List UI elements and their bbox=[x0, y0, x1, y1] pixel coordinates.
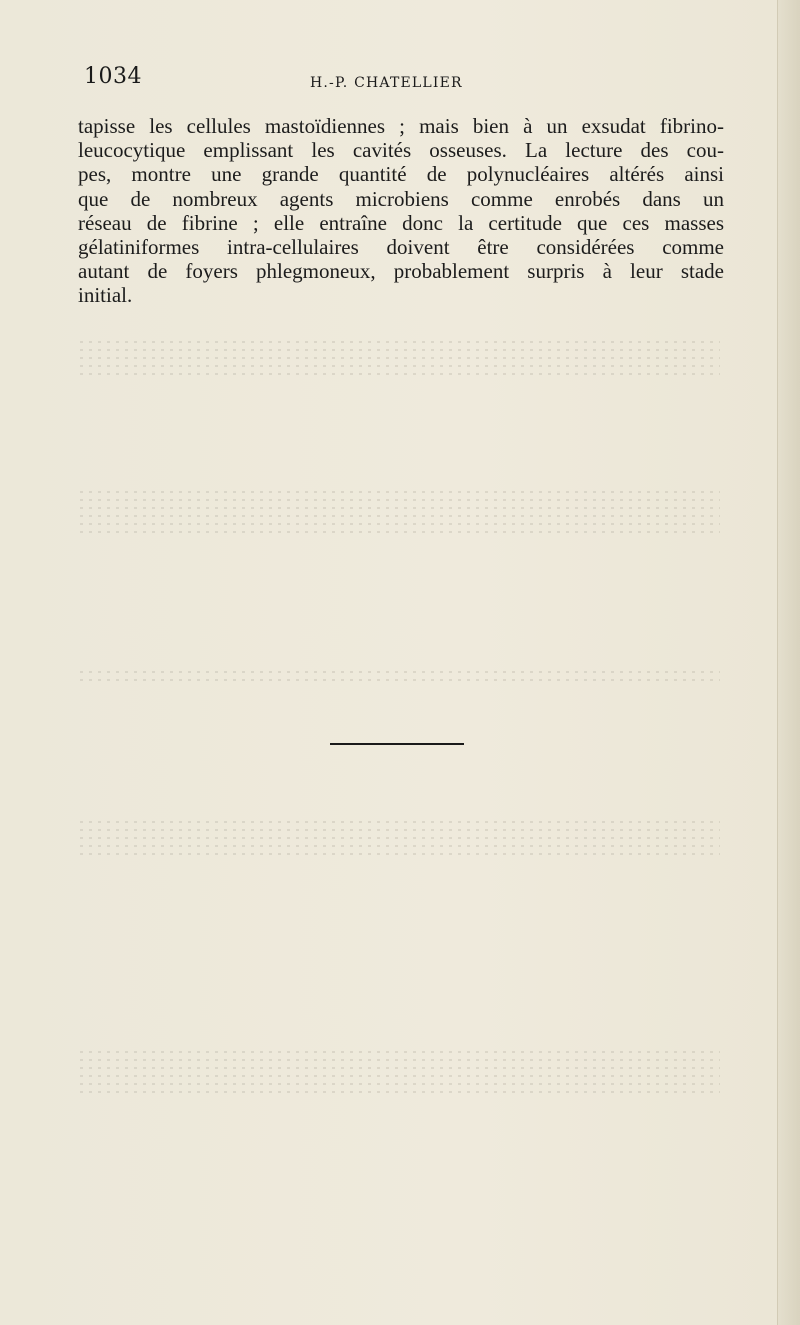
section-divider bbox=[330, 743, 464, 745]
text-line: pes, montre une grande quantité de polynucléaires altérés ainsi bbox=[78, 162, 724, 187]
text-line: autant de foyers phlegmoneux, probablement surpris à leur stade bbox=[78, 259, 724, 284]
text-line: gélatiniformes intra-cellulaires doivent être considérées comme bbox=[78, 235, 724, 260]
text-line: leucocytique emplissant les cavités osseuses. La lecture des cou- bbox=[78, 138, 724, 163]
text-line: tapisse les cellules mastoïdiennes ; mais bien à un exsudat fibrino- bbox=[78, 114, 724, 138]
show-through-texture bbox=[80, 335, 720, 349]
body-paragraph bbox=[78, 114, 724, 308]
page-edge bbox=[777, 0, 800, 1325]
text-line: réseau de fibrine ; elle entraîne donc la certitude que ces masses bbox=[78, 210, 724, 235]
page-number: 1034 bbox=[84, 64, 142, 89]
show-through-texture bbox=[80, 1045, 720, 1059]
show-through-texture bbox=[80, 485, 720, 499]
show-through-texture bbox=[80, 665, 720, 679]
text-line: que de nombreux agents microbiens comme enrobés dans un bbox=[78, 186, 724, 211]
text-line: initial. bbox=[78, 283, 133, 308]
show-through-texture bbox=[80, 815, 720, 829]
running-head: H.-P. CHATELLIER bbox=[310, 75, 463, 91]
page-header bbox=[84, 64, 724, 104]
